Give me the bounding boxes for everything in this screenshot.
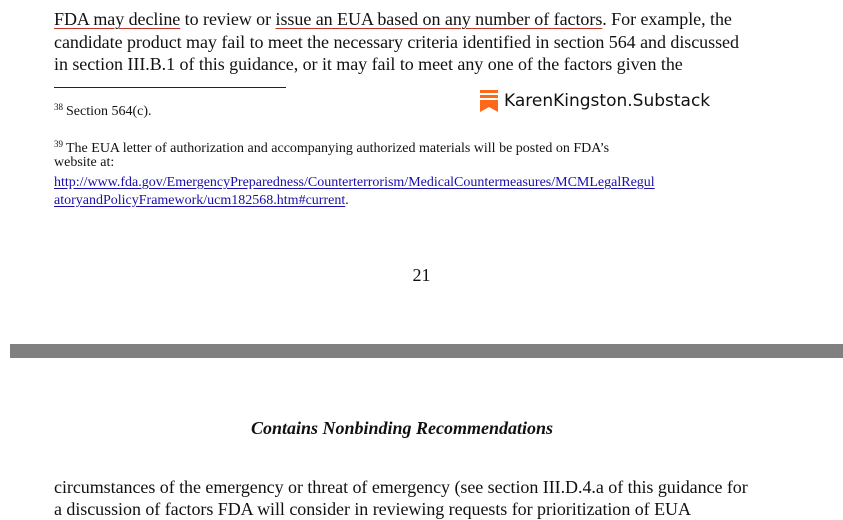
page-divider — [10, 344, 843, 358]
body-text: . For example, the — [602, 9, 732, 29]
page-number: 21 — [412, 265, 431, 285]
footnote-separator — [54, 87, 286, 88]
highlighted-phrase: issue an EUA based on any number of factors — [275, 9, 603, 29]
page-header: Contains Nonbinding Recommendations — [250, 418, 554, 438]
watermark-text: KarenKingston.Substack — [504, 91, 711, 111]
footnote-number: 38 — [54, 102, 63, 112]
next-page-line-1: circumstances of the emergency or threat of emergency (see section III.D.4.a of this guidance for — [54, 477, 748, 497]
body-line-2: candidate product may fail to meet the necessary criteria identified in section 564 and discussed — [54, 32, 739, 52]
body-line-1 — [54, 8, 732, 30]
body-line-3: in section III.B.1 of this guidance, or it may fail to meet any one of the factors given the — [54, 54, 683, 74]
footnote-text: The EUA letter of authorization and accompanying authorized materials will be posted on FDA’s — [66, 141, 610, 156]
next-page-line-2: a discussion of factors FDA will consider in reviewing requests for prioritization of EUA — [54, 499, 691, 519]
footnote-39-line-2: website at: — [54, 155, 115, 170]
substack-icon — [480, 90, 498, 112]
footnote-39 — [54, 136, 609, 157]
fda-url-link[interactable]: http://www.fda.gov/EmergencyPreparedness/Counterterrorism/MedicalCountermeasures/MCMLegalRegul — [54, 175, 655, 190]
highlighted-phrase: FDA may decline — [54, 9, 181, 29]
watermark — [480, 89, 710, 113]
footnote-39-link-line-2 — [54, 192, 349, 209]
body-text: to review or — [180, 9, 276, 29]
footnote-period: . — [345, 193, 349, 208]
footnote-text: Section 564(c). — [66, 104, 152, 119]
footnote-39-link-line-1 — [54, 174, 655, 191]
footnote-number: 39 — [54, 139, 63, 149]
footnote-38 — [54, 99, 152, 120]
fda-url-link-continued[interactable]: atoryandPolicyFramework/ucm182568.htm#current — [54, 193, 346, 208]
